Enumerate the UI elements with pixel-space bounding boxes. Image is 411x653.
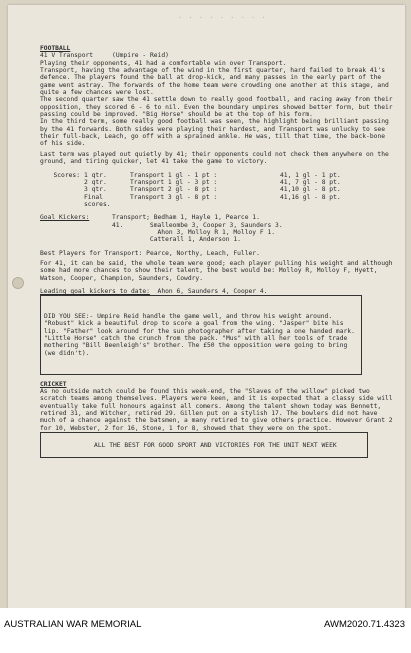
goal-kickers-label: Goal Kickers: bbox=[40, 214, 90, 222]
scores-label: Scores: bbox=[53, 171, 80, 179]
leading-goal-kickers: Leading goal kickers to date: Ahon 6, Saunders 4, Cooper 4. bbox=[40, 287, 268, 295]
goal-kickers-row: 41. Smalleombe 3, Cooper 3, Saunders 3. bbox=[112, 221, 283, 229]
best-players-transport: Best Players for Transport: Pearce, Northy, Leach, Fuller. bbox=[40, 249, 260, 257]
goal-kickers-row: Ahon 3, Molloy R 1, Molloy F 1. bbox=[157, 228, 276, 236]
accession-number: AWM2020.71.4323 bbox=[324, 619, 405, 630]
goal-kickers-row: Catterall 1, Anderson 1. bbox=[149, 236, 241, 244]
paragraph-first-quarter: Transport, having the advantage of the wind in the first quarter, hard failed to break 41's defence. The players found the ball at drop-kick, and many passes in the early part of the game went astray. The forwards of the home team were crowding one another at this stage, and quite a few chances were lost. bbox=[40, 67, 393, 97]
goal-kickers-row: Goal Kickers: Transport; Bedham 1, Hayle 1, Pearce 1. bbox=[40, 214, 260, 222]
source-label: AUSTRALIAN WAR MEMORIAL bbox=[4, 619, 142, 630]
paragraph-intro: Playing their opponents, 41 had a comfortable win over Transport. bbox=[40, 59, 287, 67]
paragraph-cricket: As no outside match could be found this week-end, the "Slaves of the willow" picked two scratch teams among themselves. Players were keen, and it is expected that a classy side will eventually take full honours against all comers. Among the talent shown today was Bennett, retired 31, and Witcher, retired 29. Gillen put on a stylish 17. The bowlers did not have much of a chance against the batsmen, a many retired to give others practice. However Grant 2 for 10, Webster, 2 for 16, Stone, 1 for 8, showed that they were on the spot. bbox=[40, 388, 397, 432]
faint-header-mark: · · · · · · · · · bbox=[178, 14, 267, 22]
caption-bar bbox=[0, 608, 411, 653]
score-row: 3 qtr. Transport 2 gl - 8 pt : 41,10 gl - 8 pt. bbox=[84, 186, 341, 194]
paragraph-last-term: Last term was played out quietly by 41; their opponents could not check them anywhere on the ground, and tiring quicker, let 41 take the game to victory. bbox=[40, 150, 393, 166]
score-row-final: Final scores. Transport 3 gl - 8 pt : 41,16 gl - 8 pt. bbox=[84, 193, 341, 208]
score-row: 2 qtr. Transport 1 gl - 3 pt : 41, 7 gl - 8 pt. bbox=[84, 178, 341, 186]
paragraph-third-term: In the third term, some really good football was seen, the highlight being brilliant passing by the 41 forwards. Both sides were playing their hardest, and Transport was unlucky to see their full-back, Leach, go off with a sprained ankle. He was, till that time, the back-bone of his side. bbox=[40, 118, 393, 148]
section-heading-football: FOOTBALL bbox=[40, 45, 71, 52]
section-heading-cricket: CRICKET bbox=[40, 380, 67, 388]
footer-slogan-box: ALL THE BEST FOR GOOD SPORT AND VICTORIES FOR THE UNIT NEXT WEEK bbox=[40, 432, 368, 458]
best-players-41: For 41, it can be said, the whole team were good; each player pulling his weight and although some had more chances to show their talent, the best would be: Molloy R, Molloy F, Hyett, Watson, Cooper, Champion, Saunders, Cowdry. bbox=[40, 259, 397, 282]
match-line: 41 V Transport (Umpire - Reid) bbox=[40, 52, 169, 60]
punch-hole bbox=[12, 277, 24, 289]
did-you-see-box: DID YOU SEE:- Umpire Reid handle the game well, and throw his weight around. "Robust" kick a beautiful drop to score a goal from the wing. "Jasper" bite his lip. "Father" look around for the sun photographer after taking a one handed mark. "Little Horse" catch the crunch from the pack. "Mus" with all her tools of trade mothering "Bill Beenleigh's" brother. The £50 the opposition were going to bring (we didn't). bbox=[40, 295, 362, 374]
document-page bbox=[8, 5, 405, 608]
paragraph-second-quarter: The second quarter saw the 41 settle down to really good football, and racing away from their opposition, they scored 6 - 6 to nil. Even the boundary umpires showed better form, but their passing could be improved. "Big Horse" should be at the top of his form. bbox=[40, 96, 397, 119]
document-body bbox=[40, 45, 396, 458]
score-row: Scores: 1 qtr. Transport 1 gl - 1 pt : 41, 1 gl - 1 pt. bbox=[40, 172, 396, 179]
